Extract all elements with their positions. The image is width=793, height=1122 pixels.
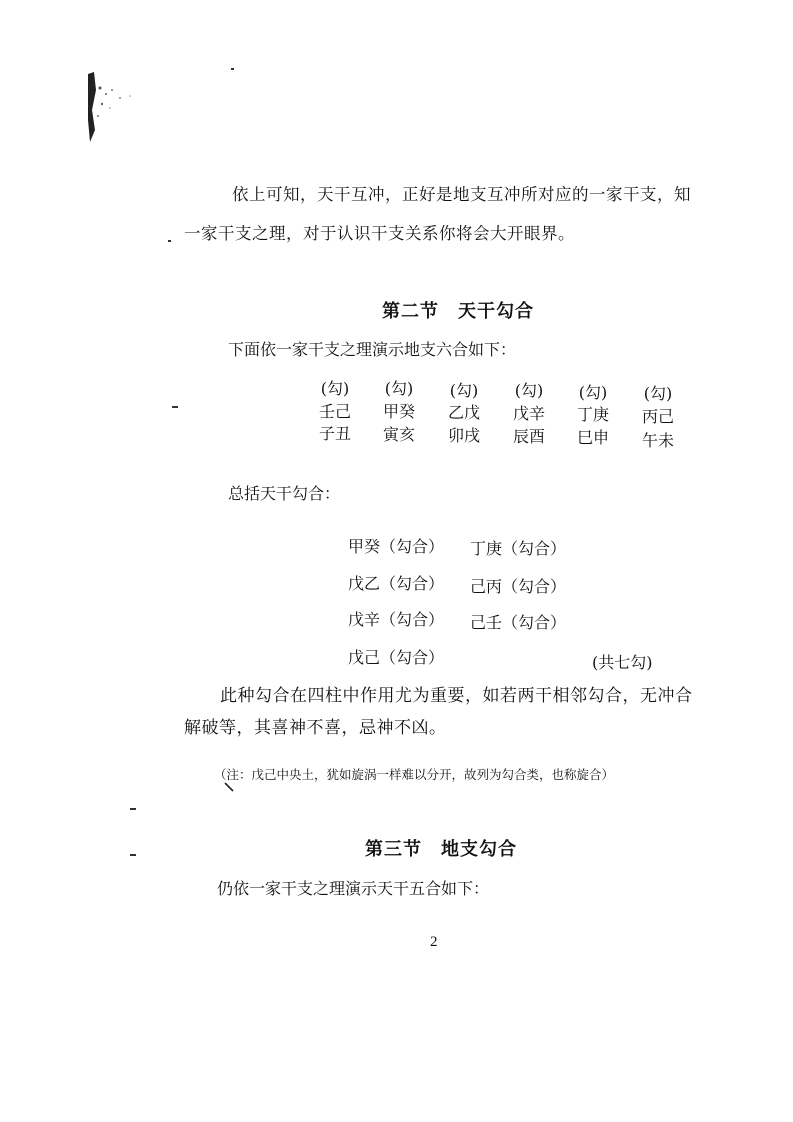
table-branch: 子丑	[318, 424, 351, 443]
scan-speck	[231, 68, 234, 70]
section-2-lead: 下面依一家干支之理演示地支六合如下：	[228, 340, 517, 359]
pair-left: 戊辛（勾合）	[348, 610, 445, 629]
table-stem: 壬己	[318, 402, 351, 421]
table-stem: 戊辛	[512, 404, 545, 423]
table-mark: (勾)	[643, 384, 673, 403]
table-mark: (勾)	[320, 379, 350, 398]
summary-label: 总括天干勾合：	[228, 484, 341, 503]
scan-speck	[172, 406, 178, 408]
table-mark: (勾)	[449, 381, 479, 400]
table-stem: 乙戊	[447, 403, 480, 422]
section-2-paragraph-line-2: 解破等，其喜神不喜，忌神不凶。	[184, 718, 447, 738]
pair-left: 戊乙（勾合）	[348, 574, 445, 593]
total-count: (共七勾)	[592, 653, 653, 672]
page-number: 2	[430, 934, 438, 950]
scan-speck	[168, 240, 171, 242]
table-branch: 卯戌	[447, 426, 480, 445]
intro-line-2: 一家干支之理，对于认识干支关系你将会大开眼界。	[184, 224, 575, 243]
pen-tick-mark	[223, 780, 237, 794]
section-3-title: 第三节 地支勾合	[365, 839, 517, 860]
table-branch: 巳申	[576, 428, 609, 447]
section-3-lead: 仍依一家干支之理演示天干五合如下：	[217, 879, 490, 898]
intro-line-1: 依上可知，天干互冲，正好是地支互冲所对应的一家干支，知	[232, 185, 691, 204]
pair-left: 甲癸（勾合）	[348, 537, 445, 556]
pair-right: 丁庚（勾合）	[470, 539, 567, 558]
table-stem: 丙己	[641, 407, 674, 426]
table-mark: (勾)	[384, 379, 414, 398]
table-stem: 丁庚	[576, 405, 609, 424]
table-branch: 午未	[641, 431, 674, 450]
table-stem: 甲癸	[382, 402, 415, 421]
scan-speck	[130, 854, 136, 856]
pair-right: 己丙（勾合）	[470, 577, 567, 596]
section-2-paragraph-line-1: 此种勾合在四柱中作用尤为重要，如若两干相邻勾合，无冲合	[220, 686, 693, 706]
section-2-title: 第二节 天干勾合	[382, 301, 534, 322]
pair-right: 己壬（勾合）	[470, 613, 567, 632]
section-2-note: （注：戊己中央土，犹如旋涡一样难以分开，故列为勾合类，也称旋合）	[214, 767, 615, 782]
pair-left: 戊己（勾合）	[348, 648, 445, 667]
table-mark: (勾)	[514, 381, 544, 400]
scan-speck	[130, 808, 136, 810]
table-mark: (勾)	[578, 383, 608, 402]
table-branch: 寅亥	[382, 425, 415, 444]
table-branch: 辰酉	[512, 427, 545, 446]
scan-smudge	[86, 70, 146, 150]
